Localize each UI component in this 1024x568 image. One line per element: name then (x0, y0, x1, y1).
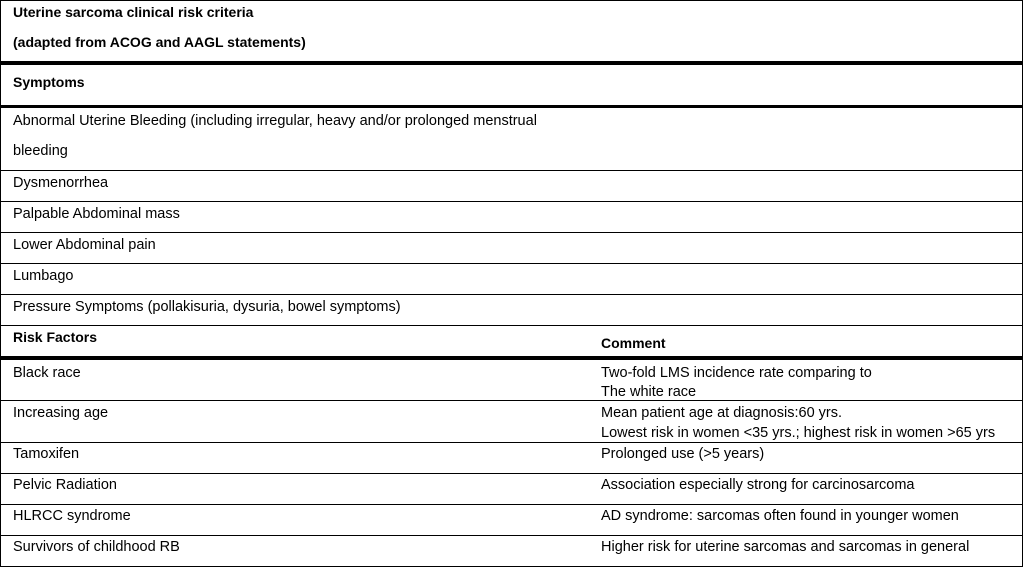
symptom-item: Lumbago (13, 268, 74, 284)
risk-comment: Lowest risk in women <35 yrs.; highest risk in women >65 yrs (601, 425, 996, 441)
rule (1, 473, 1022, 474)
rule (1, 201, 1022, 202)
risk-factor: Pelvic Radiation (13, 477, 117, 493)
table-title: Uterine sarcoma clinical risk criteria (13, 4, 254, 20)
rule (1, 504, 1022, 505)
risk-comment: Prolonged use (>5 years) (601, 446, 765, 462)
rule-top (1, 0, 1022, 1)
risk-comment: The white race (601, 384, 697, 400)
risk-factor: Survivors of childhood RB (13, 539, 180, 555)
rule-thick-2 (1, 105, 1022, 108)
risk-factor: Increasing age (13, 405, 109, 421)
symptom-item: Pressure Symptoms (pollakisuria, dysuria, bowel symptoms) (13, 299, 401, 315)
rule-bottom (1, 566, 1022, 567)
rule (1, 325, 1022, 326)
rule (1, 170, 1022, 171)
symptom-item: Lower Abdominal pain (13, 237, 156, 253)
table-subtitle: (adapted from ACOG and AAGL statements) (13, 34, 306, 50)
risk-factor: Tamoxifen (13, 446, 80, 462)
rule (1, 400, 1022, 401)
risk-comment: AD syndrome: sarcomas often found in younger women (601, 508, 959, 524)
symptoms-header: Symptoms (13, 74, 85, 90)
rule (1, 294, 1022, 295)
rule (1, 263, 1022, 264)
rule (1, 232, 1022, 233)
risk-comment: Mean patient age at diagnosis:60 yrs. (601, 405, 843, 421)
risk-factors-header: Risk Factors (13, 329, 98, 345)
rule-thick-3 (1, 356, 1022, 360)
rule-thick-1 (1, 61, 1022, 65)
comment-header: Comment (601, 335, 666, 351)
symptom-item: Dysmenorrhea (13, 175, 109, 191)
risk-comment: Higher risk for uterine sarcomas and sarcomas in general (601, 539, 970, 555)
risk-factor: HLRCC syndrome (13, 508, 131, 524)
symptom-item: bleeding (13, 143, 68, 159)
risk-comment: Two-fold LMS incidence rate comparing to (601, 365, 872, 381)
risk-factor: Black race (13, 365, 81, 381)
symptom-item: Palpable Abdominal mass (13, 206, 180, 222)
symptom-item: Abnormal Uterine Bleeding (including irregular, heavy and/or prolonged menstrual (13, 113, 537, 129)
risk-comment: Association especially strong for carcinosarcoma (601, 477, 915, 493)
rule (1, 535, 1022, 536)
